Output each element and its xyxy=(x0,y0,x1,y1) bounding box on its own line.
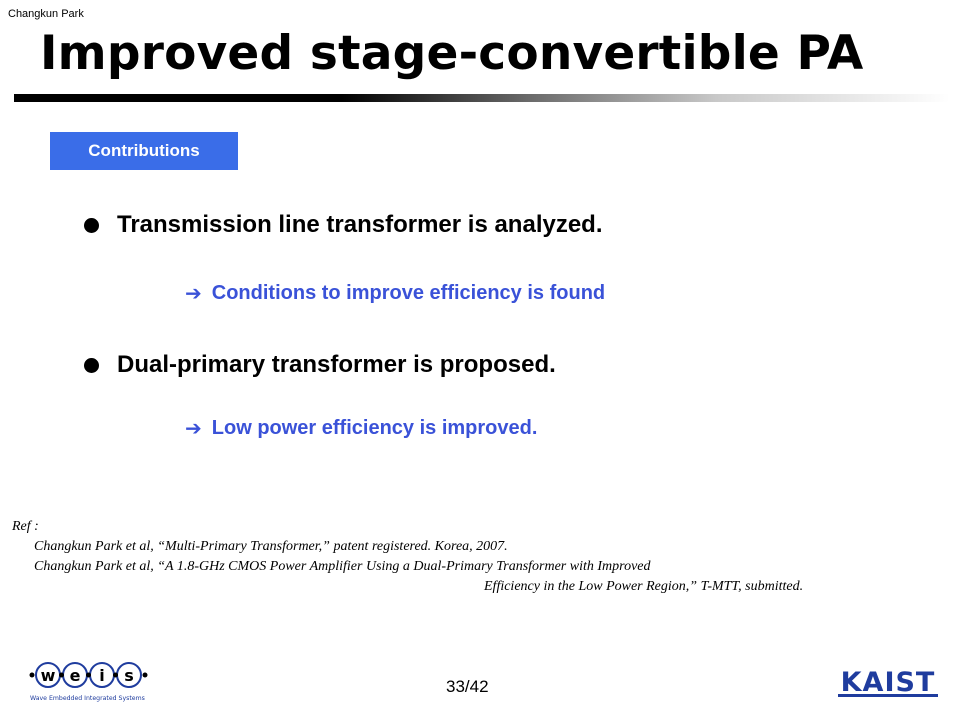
bullet-icon xyxy=(84,218,99,233)
page-number: 33/42 xyxy=(446,677,489,696)
weis-logo xyxy=(28,660,158,704)
right-arrow-icon: ➔ xyxy=(185,281,202,305)
contribution-result-text: Conditions to improve efficiency is found xyxy=(211,281,606,304)
right-arrow-icon: ➔ xyxy=(185,416,202,440)
logo-tagline: Wave Embedded Integrated Systems xyxy=(30,695,145,702)
contribution-statement: Dual-primary transformer is proposed. xyxy=(117,351,556,378)
contribution-result-text: Low power efficiency is improved. xyxy=(211,416,538,439)
contribution-result xyxy=(185,281,605,305)
logo-letter: s xyxy=(124,666,134,685)
references-heading: Ref : xyxy=(12,519,39,534)
reference-item: Changkun Park et al, “Multi-Primary Transformer,” patent registered. Korea, 2007. xyxy=(34,539,508,554)
reference-item-continuation: Efficiency in the Low Power Region,” T-MTT, submitted. xyxy=(484,579,804,594)
contribution-item xyxy=(84,351,556,379)
logo-letter: i xyxy=(99,666,105,685)
contribution-statement: Transmission line transformer is analyzed. xyxy=(117,211,603,238)
section-label: Contributions xyxy=(50,132,238,170)
reference-item: Changkun Park et al, “A 1.8-GHz CMOS Power Amplifier Using a Dual-Primary Transformer with Improved xyxy=(34,559,651,574)
references xyxy=(12,517,804,594)
bullet-icon xyxy=(84,358,99,373)
contribution-item xyxy=(84,211,603,239)
title-underline xyxy=(14,94,950,102)
logo-letter: e xyxy=(69,666,81,685)
svg-text:KAIST: KAIST xyxy=(840,667,936,698)
logo-letter: w xyxy=(40,666,56,685)
page-title: Improved stage-convertible PA xyxy=(40,26,864,81)
contribution-result xyxy=(185,416,537,440)
author-name: Changkun Park xyxy=(8,8,84,20)
kaist-logo xyxy=(838,664,938,702)
